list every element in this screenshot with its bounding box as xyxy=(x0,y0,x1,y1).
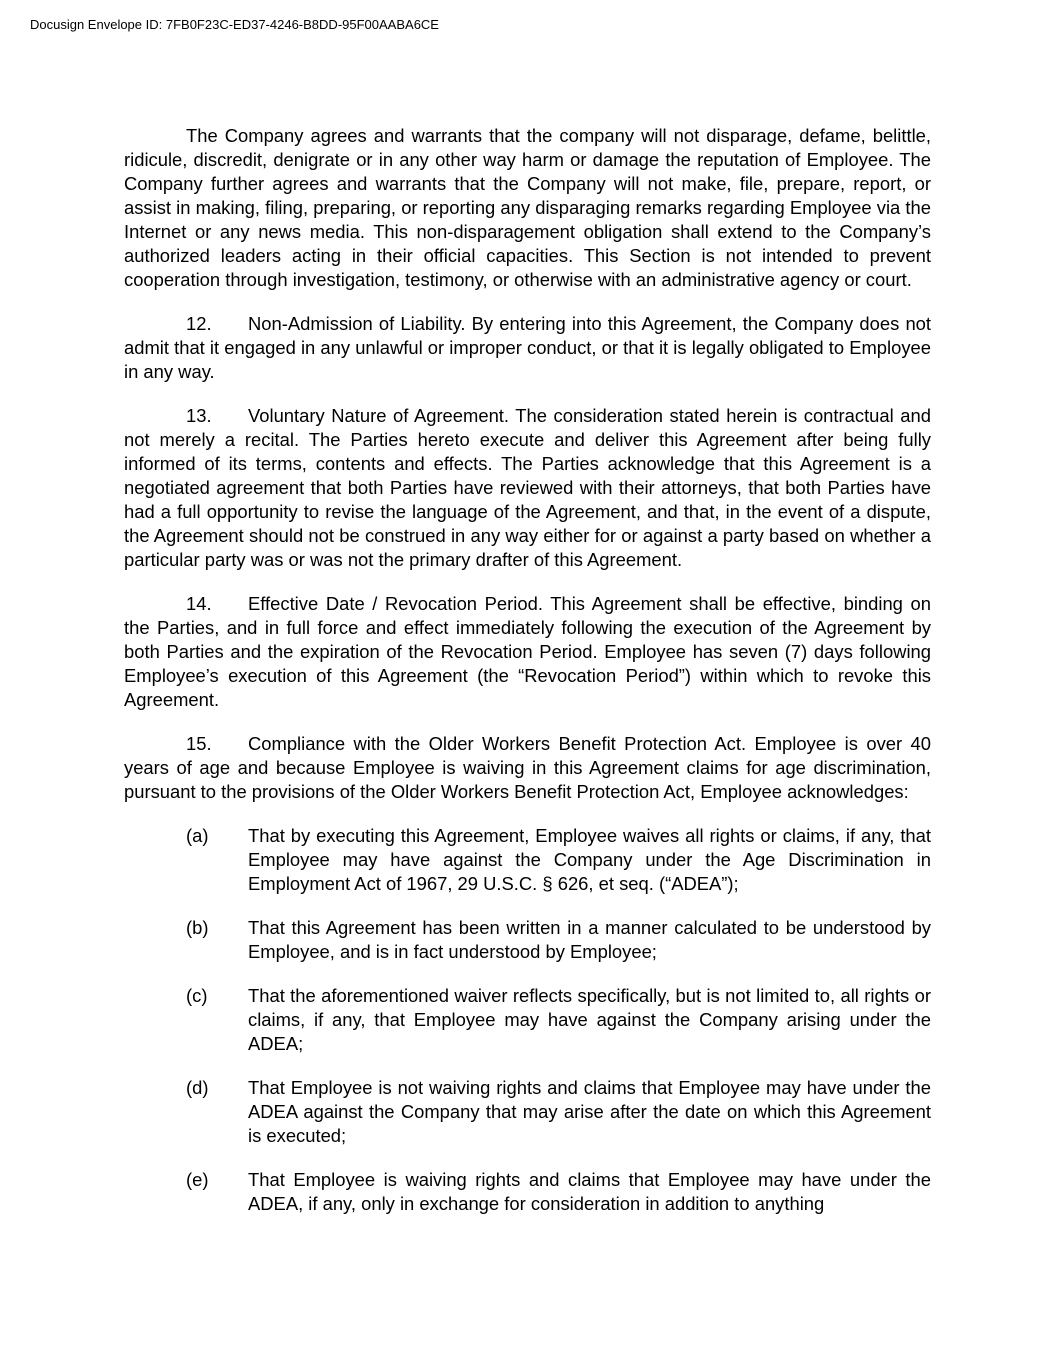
section-number: 12. xyxy=(186,313,212,334)
list-item-d xyxy=(124,1076,931,1148)
section-text: By entering into this Agreement, the Company does not admit that it engaged in any unlawful or improper conduct, or that it is legally obligated to Employee in any way. xyxy=(124,313,932,382)
section-title: Compliance with the Older Workers Benefit Protection Act. xyxy=(248,733,747,754)
list-item-e xyxy=(124,1168,931,1216)
list-item-b xyxy=(124,916,931,964)
section-number: 13. xyxy=(186,405,212,426)
list-item-c xyxy=(124,984,931,1056)
list-item-text: That this Agreement has been written in a manner calculated to be understood by Employee, and is in fact understood by Employee; xyxy=(248,917,931,962)
section-number: 14. xyxy=(186,593,212,614)
section-title: Non-Admission of Liability. xyxy=(248,313,466,334)
section-text: The consideration stated herein is contractual and not merely a recital. The Parties hereto execute and deliver this Agreement after being fully informed of its terms, contents and effects. The Parties acknowledge that this Agreement is a negotiated agreement that both Parties have reviewed with their attorneys, that both Parties have had a full opportunity to revise the language of the Agreement, and that, in the event of a dispute, the Agreement should not be construed in any way either for or against a party based on whether a particular party was or was not the primary drafter of this Agreement. xyxy=(124,405,931,570)
section-text: This Agreement shall be effective, binding on the Parties, and in full force and effect immediately following the execution of the Agreement by both Parties and the expiration of the Revocation Period. Employee has seven (7) days following Employee’s execution of this Agreement (the “Revocation Period”) within which to revoke this Agreement. xyxy=(124,593,931,710)
intro-paragraph: The Company agrees and warrants that the company will not disparage, defame, belittle, ridicule, discredit, denigrate or in any other way harm or damage the reputation of Employee. The Company further agrees and warrants that the Company will not make, file, prepare, report, or assist in making, filing, preparing, or reporting any disparaging remarks regarding Employee via the Internet or any news media. This non-disparagement obligation shall extend to the Company’s authorized leaders acting in their official capacities. This Section is not intended to prevent cooperation through investigation, testimony, or otherwise with an administrative agency or court. xyxy=(124,125,931,290)
list-item-label: (a) xyxy=(186,825,209,846)
list-item-label: (c) xyxy=(186,985,208,1006)
list-item-text: That Employee is waiving rights and claims that Employee may have under the ADEA, if any, only in exchange for consideration in addition to anything xyxy=(248,1169,931,1214)
section-number: 15. xyxy=(186,733,212,754)
section-12 xyxy=(124,312,931,384)
list-item-a xyxy=(124,824,931,896)
list-item-text: That by executing this Agreement, Employee waives all rights or claims, if any, that Employee may have against the Company under the Age Discrimination in Employment Act of 1967, 29 U.S.C. § 626, et seq. (“ADEA”); xyxy=(248,825,931,894)
document-body xyxy=(124,124,931,1236)
list-item-label: (b) xyxy=(186,917,209,938)
list-item-label: (e) xyxy=(186,1169,209,1190)
list-item-label: (d) xyxy=(186,1077,209,1098)
section-15 xyxy=(124,732,931,804)
section-title: Effective Date / Revocation Period. xyxy=(248,593,543,614)
section-title: Voluntary Nature of Agreement. xyxy=(248,405,510,426)
section-13 xyxy=(124,404,931,572)
section-text: Employee is over 40 years of age and because Employee is waiving in this Agreement claims for age discrimination, pursuant to the provisions of the Older Workers Benefit Protection Act, Employee acknowledges: xyxy=(124,733,931,802)
section-14 xyxy=(124,592,931,712)
list-item-text: That the aforementioned waiver reflects specifically, but is not limited to, all rights or claims, if any, that Employee may have against the Company arising under the ADEA; xyxy=(248,985,931,1054)
envelope-id: Docusign Envelope ID: 7FB0F23C-ED37-4246-B8DD-95F00AABA6CE xyxy=(30,17,439,32)
list-item-text: That Employee is not waiving rights and claims that Employee may have under the ADEA against the Company that may arise after the date on which this Agreement is executed; xyxy=(248,1077,931,1146)
